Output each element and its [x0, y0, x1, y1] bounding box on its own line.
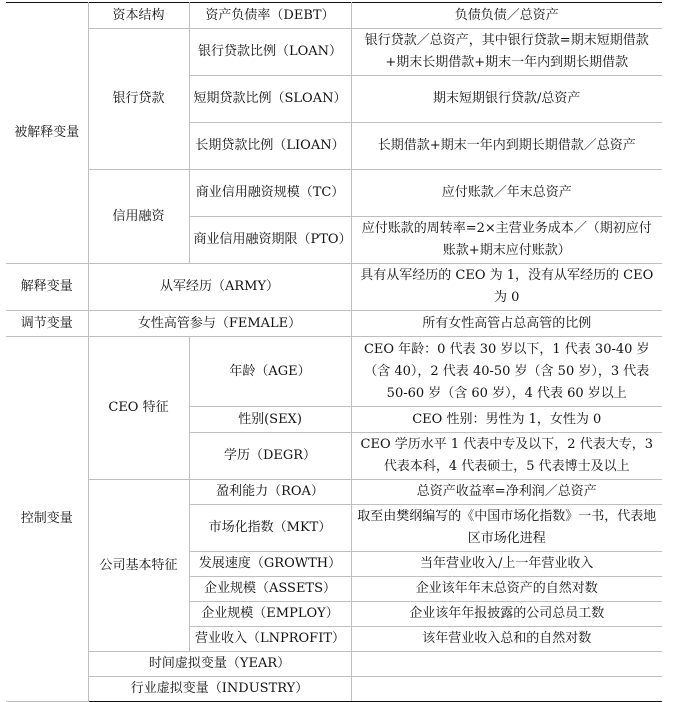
- def-assets: 企业该年年末总资产的自然对数: [351, 577, 662, 602]
- table-row: [6, 311, 662, 337]
- subgroup-bank-loan: 银行贷款: [88, 29, 189, 170]
- table-row: [6, 480, 662, 505]
- var-pto: 商业信用融资期限（PTO）: [189, 217, 351, 264]
- var-debt: 资产负债率（DEBT）: [189, 3, 351, 29]
- var-tc: 商业信用融资规模（TC）: [189, 170, 351, 217]
- var-mkt: 市场化指数（MKT）: [189, 505, 351, 552]
- var-industry: 行业虚拟变量（INDUSTRY）: [88, 677, 351, 702]
- group-control: 控制变量: [6, 337, 88, 702]
- table-row: [6, 264, 662, 311]
- def-lnprofit: 该年营业收入总和的自然对数: [351, 627, 662, 652]
- def-female: 所有女性高管占总高管的比例: [351, 311, 662, 337]
- table-row: [6, 652, 662, 677]
- def-roa: 总资产收益率=净利润／总资产: [351, 480, 662, 505]
- var-growth: 发展速度（GROWTH）: [189, 552, 351, 577]
- subgroup-ceo: CEO 特征: [88, 337, 189, 480]
- var-employ: 企业规模（EMPLOY）: [189, 602, 351, 627]
- def-employ: 企业该年年报披露的公司总员工数: [351, 602, 662, 627]
- def-sloan: 期末短期银行贷款/总资产: [351, 76, 662, 123]
- var-age: 年龄（AGE）: [189, 337, 351, 407]
- group-explanatory: 解释变量: [6, 264, 88, 311]
- var-year: 时间虚拟变量（YEAR）: [88, 652, 351, 677]
- table-row: [6, 677, 662, 702]
- def-pto: 应付账款的周转率=2×主营业务成本／（期初应付账款+期末应付账款）: [351, 217, 662, 264]
- def-age: CEO 年龄：0 代表 30 岁以下，1 代表 30-40 岁（含 40），2 代表 40-50 岁（含 50 岁），3 代表 50-60 岁（含 60 岁），4 代表 60 岁以上: [351, 337, 662, 407]
- table-row: [6, 3, 662, 29]
- subgroup-firm: 公司基本特征: [88, 480, 189, 652]
- var-degr: 学历（DEGR）: [189, 433, 351, 480]
- def-mkt: 取至由樊纲编写的《中国市场化指数》一书，代表地区市场化进程: [351, 505, 662, 552]
- var-loan: 银行贷款比例（LOAN）: [189, 29, 351, 76]
- table-row: [6, 170, 662, 217]
- subgroup-credit-financing: 信用融资: [88, 170, 189, 264]
- def-degr: CEO 学历水平 1 代表中专及以下，2 代表大专，3 代表本科，4 代表硕士，5 代表博士及以上: [351, 433, 662, 480]
- def-growth: 当年营业收入/上一年营业收入: [351, 552, 662, 577]
- def-tc: 应付账款／年末总资产: [351, 170, 662, 217]
- var-assets: 企业规模（ASSETS）: [189, 577, 351, 602]
- def-year: [351, 652, 662, 677]
- def-sex: CEO 性别：男性为 1，女性为 0: [351, 407, 662, 433]
- def-industry: [351, 677, 662, 702]
- var-lloan: 长期贷款比例（LIOAN）: [189, 123, 351, 170]
- group-moderating: 调节变量: [6, 311, 88, 337]
- group-dependent: 被解释变量: [6, 3, 88, 264]
- def-loan: 银行贷款／总资产，其中银行贷款=期末短期借款+期末长期借款+期末一年内到期长期借款: [351, 29, 662, 76]
- def-lloan: 长期借款+期末一年内到期长期借款／总资产: [351, 123, 662, 170]
- var-army: 从军经历（ARMY）: [88, 264, 351, 311]
- table-row: [6, 29, 662, 76]
- variable-definition-table: [6, 2, 662, 702]
- var-sex: 性别(SEX): [189, 407, 351, 433]
- subgroup-capital-structure: 资本结构: [88, 3, 189, 29]
- var-female: 女性高管参与（FEMALE）: [88, 311, 351, 337]
- var-roa: 盈利能力（ROA）: [189, 480, 351, 505]
- def-debt: 负债负债／总资产: [351, 3, 662, 29]
- def-army: 具有从军经历的 CEO 为 1，没有从军经历的 CEO 为 0: [351, 264, 662, 311]
- var-sloan: 短期贷款比例（SLOAN）: [189, 76, 351, 123]
- var-lnprofit: 营业收入（LNPROFIT）: [189, 627, 351, 652]
- table-row: [6, 337, 662, 407]
